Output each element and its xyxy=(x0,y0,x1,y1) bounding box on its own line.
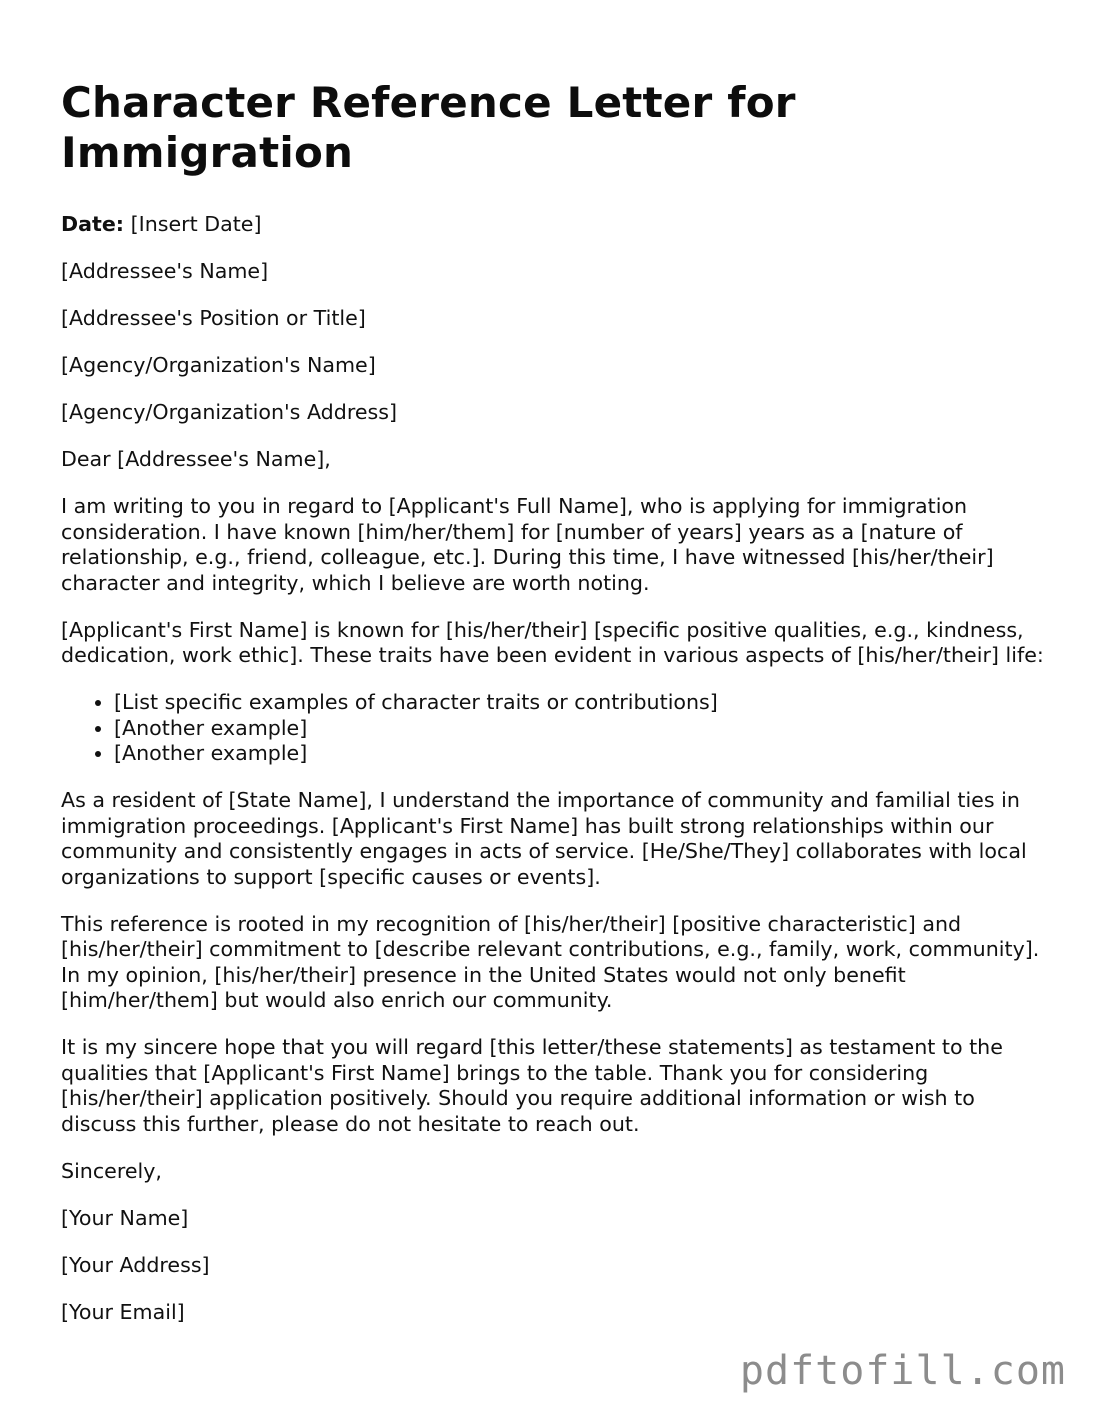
agency-name: [Agency/Organization's Name] xyxy=(61,353,376,377)
your-email: [Your Email] xyxy=(61,1299,185,1324)
paragraph-qualities: [Applicant's First Name] is known for [his/her/their] [specific positive qualities, e.g., kindness, dedication, work ethic]. These traits have been evident in various aspects of [his/her/their] life: xyxy=(61,617,1044,667)
your-address: [Your Address] xyxy=(61,1252,210,1277)
addressee-name: [Addressee's Name] xyxy=(61,259,269,283)
agency-address: [Agency/Organization's Address] xyxy=(61,400,398,424)
your-name: [Your Name] xyxy=(61,1205,189,1230)
date-line xyxy=(61,212,1051,238)
closing: Sincerely, xyxy=(61,1158,162,1183)
date-label: Date: xyxy=(61,212,125,236)
paragraph-closing-hope: It is my sincere hope that you will regard [this letter/these statements] as testament to the qualities that [Applicant's First Name] brings to the table. Thank you for considering [his/her/their] application positively. Should you require additional information or wish to discuss this further, please do not hesitate to reach out. xyxy=(61,1035,1003,1136)
page-title: Character Reference Letter for Immigration xyxy=(61,78,796,177)
paragraph-intro: I am writing to you in regard to [Applicant's Full Name], who is applying for immigration consideration. I have known [him/her/them] for [number of years] years as a [nature of relationship, e.g., friend, colleague, etc.]. During this time, I have witnessed [his/her/their] character and integrity, which I believe are worth noting. xyxy=(61,494,994,595)
list-item: • [Another example] xyxy=(114,741,1051,767)
list-item: • [Another example] xyxy=(114,716,1051,742)
addressee-position: [Addressee's Position or Title] xyxy=(61,306,366,330)
examples-list xyxy=(61,690,1051,767)
list-item: • [List specific examples of character traits or contributions] xyxy=(114,690,1051,716)
paragraph-community: As a resident of [State Name], I understand the importance of community and familial ties in immigration proceedings. [Applicant's First Name] has built strong relationships within our community and consistently engages in acts of service. [He/She/They] collaborates with local organizations to support [specific causes or events]. xyxy=(61,788,1027,889)
salutation: Dear [Addressee's Name], xyxy=(61,447,331,471)
date-value: [Insert Date] xyxy=(124,212,262,236)
letter-page xyxy=(61,0,1051,1325)
paragraph-recognition: This reference is rooted in my recognition of [his/her/their] [positive characteristic] and [his/her/their] commitment to [describe relevant contributions, e.g., family, work, community]. In my opinion, [his/her/their] presence in the United States would not only benefit [him/her/them] but would also enrich our community. xyxy=(61,911,1040,1012)
watermark: pdftofill.com xyxy=(739,1348,1066,1394)
